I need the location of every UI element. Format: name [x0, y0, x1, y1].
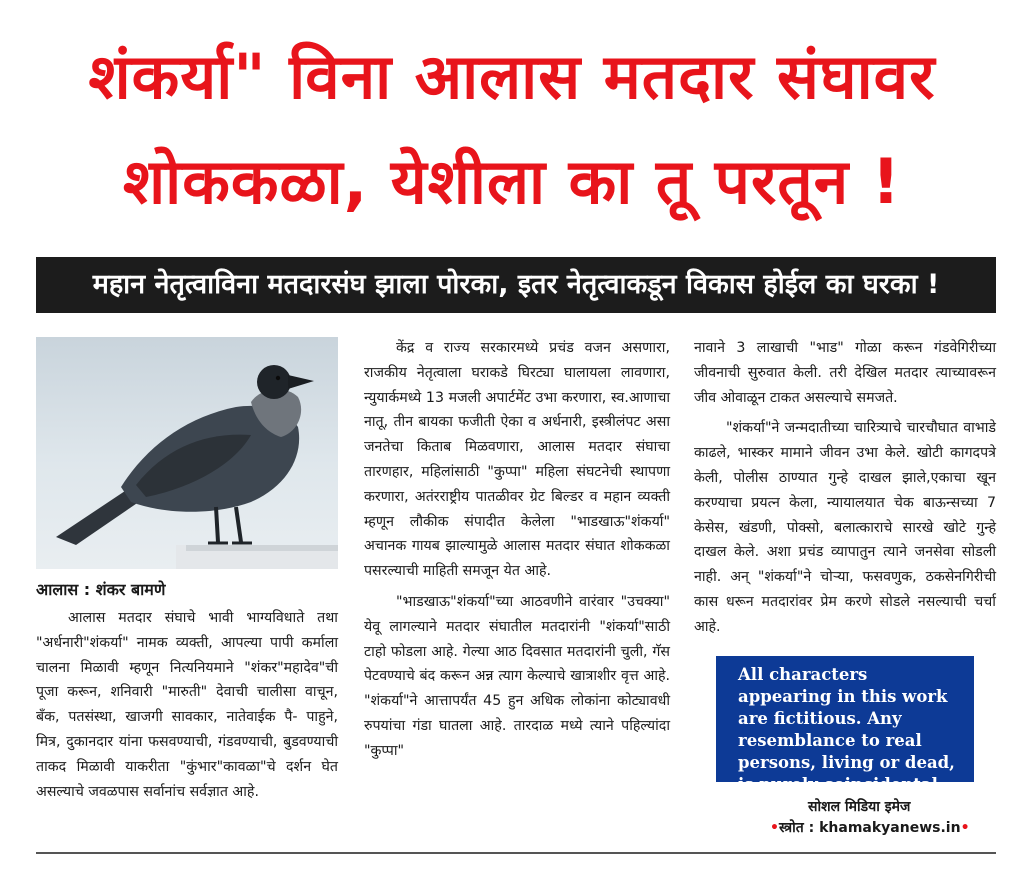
crow-illustration [36, 337, 338, 569]
crow-head [257, 365, 291, 399]
paragraph: "भाडखाऊ"शंकर्या"च्या आठवणीने वारंवार "उचक्या" येवू लागल्याने मतदार संघातील मतदारांनी "शंकर्या"साठी टाहो फोडला आहे. गेल्या आठ दिवसात मतदारांनी चुली, गॅस पेटवण्याचे बंद करून अन्न त्याग केल्याचे खात्राशीर वृत्त आहे. "शंकर्या"ने आत्तापर्यंत 45 हुन अधिक लोकांना कोट्यावधी रुपयांचा गंडा घातला आहे. तारदाळ मध्ये त्याने पहिल्यांदा "कुप्पा" [364, 593, 670, 759]
paragraph: केंद्र व राज्य सरकारमध्ये प्रचंड वजन असणारा, राजकीय नेतृत्वाला घराकडे घिरट्या घालायला लावणारा, न्युयार्कमध्ये 13 मजली अपार्टमेंट उभा करणारा, स्व.आणाचा नातू, तीन बायका फजीती ऐका व अर्धनारी, इस्त्रीलंपट असा जनतेचा किताब मिळवणारा, आलास मतदार संघाचा तारणहार, महिलांसाठी "कुप्पा" महिला संघटनेची स्थापणा करणारा, अतंरराष्ट्रीय पातळीवर ग्रेट बिल्डर व महान व्यक्ती म्हणून लौकीक संपादीत केलेला "भाडखाऊ"शंकर्या" अचानक गायब झाल्यामुळे आलास मतदार संघात शोककळा पसरल्याची माहिती समजून येत आहे. [364, 340, 670, 580]
source-credit [770, 818, 970, 837]
photo-caption: आलास : शंकर बामणे [36, 580, 166, 599]
crow-beak [288, 375, 314, 389]
headline-line-1: शंकर्या" विना आलास मतदार संघावर [88, 40, 936, 113]
article-column-3 [694, 336, 996, 640]
perch-edge [186, 545, 338, 551]
social-media-label: सोशल मिडिया इमेज [808, 799, 911, 815]
article-column-2 [364, 336, 670, 764]
subheadline-bar [36, 257, 996, 313]
bottom-divider [36, 852, 996, 854]
crow-photo [36, 337, 338, 569]
disclaimer-text: All characters appearing in this work are fictitious. Any resemblance to real persons, living or dead, is purely coincidental. [738, 665, 955, 794]
paragraph: "शंकर्या"ने जन्मदातीच्या चारित्र्याचे चारचौघात वाभाडे काढले, भास्कर मामाने जीवन उभा केले. खोटी कागदपत्रे केली, पोलीस ठाण्यात गुन्हे दाखल झाले,एकाचा खून करण्याचा प्रयत्न केला, न्यायालयात चेक बाऊन्सच्या 7 केसेस, खंडणी, पोक्सो, बलात्काराचे सारखे खोटे गुन्हे दाखल केले. अशा प्रचंड व्यापातुन त्याने जनसेवा सोडली नाही. अन् "शंकर्या"ने चोऱ्या, फसवणुक, ठकसेनगिरीची कास धरून मतदारांवर प्रेम करणे सोडले नसल्याची चर्चा आहे. [694, 420, 996, 635]
bullet-icon: • [960, 820, 970, 836]
source-link[interactable]: khamakyanews.in [819, 820, 961, 836]
subheadline-text: महान नेतृत्वाविना मतदारसंघ झाला पोरका, इतर नेतृत्वाकडून विकास होईल का घरका ! [92, 269, 940, 300]
crow-eye [276, 376, 280, 380]
headline-line-2: शोककळा, येशीला का तू परतून ! [123, 145, 901, 218]
source-prefix: स्त्रोत : [778, 820, 820, 836]
disclaimer-box [716, 656, 974, 794]
article-column-1 [36, 606, 338, 804]
paragraph: आलास मतदार संघाचे भावी भाग्यविधाते तथा "अर्धनारी"शंकर्या" नामक व्यक्ती, आपल्या पापी कर्माला चालना मिळावी म्हणून नित्यनियमाने "शंकर"महादेव"ची पूजा करून, शनिवारी "मारुती" देवाची चालीसा वाचून, बँक, पतसंस्था, खाजगी सावकार, नातेवाईक पै- पाहुने, मित्र, दुकानदार यांना फसवण्याची, गंडवण्याची, बुडवण्याची ताकद मिळावी याकरीता "कुंभार"कावळा"चे दर्शन घेत असल्याचे जवळपास सर्वानांच सर्वज्ञात आहे. [36, 610, 338, 800]
paragraph: नावाने 3 लाखाची "भाड" गोळा करून गंडवेगिरीच्या जीवनाची सुरुवात केली. तरी देखिल मतदार त्याच्यावरून जीव ओवाळून टाकत असल्याचे समजते. [694, 340, 996, 406]
bullet-icon: • [770, 820, 779, 836]
crow-legs [216, 507, 241, 542]
